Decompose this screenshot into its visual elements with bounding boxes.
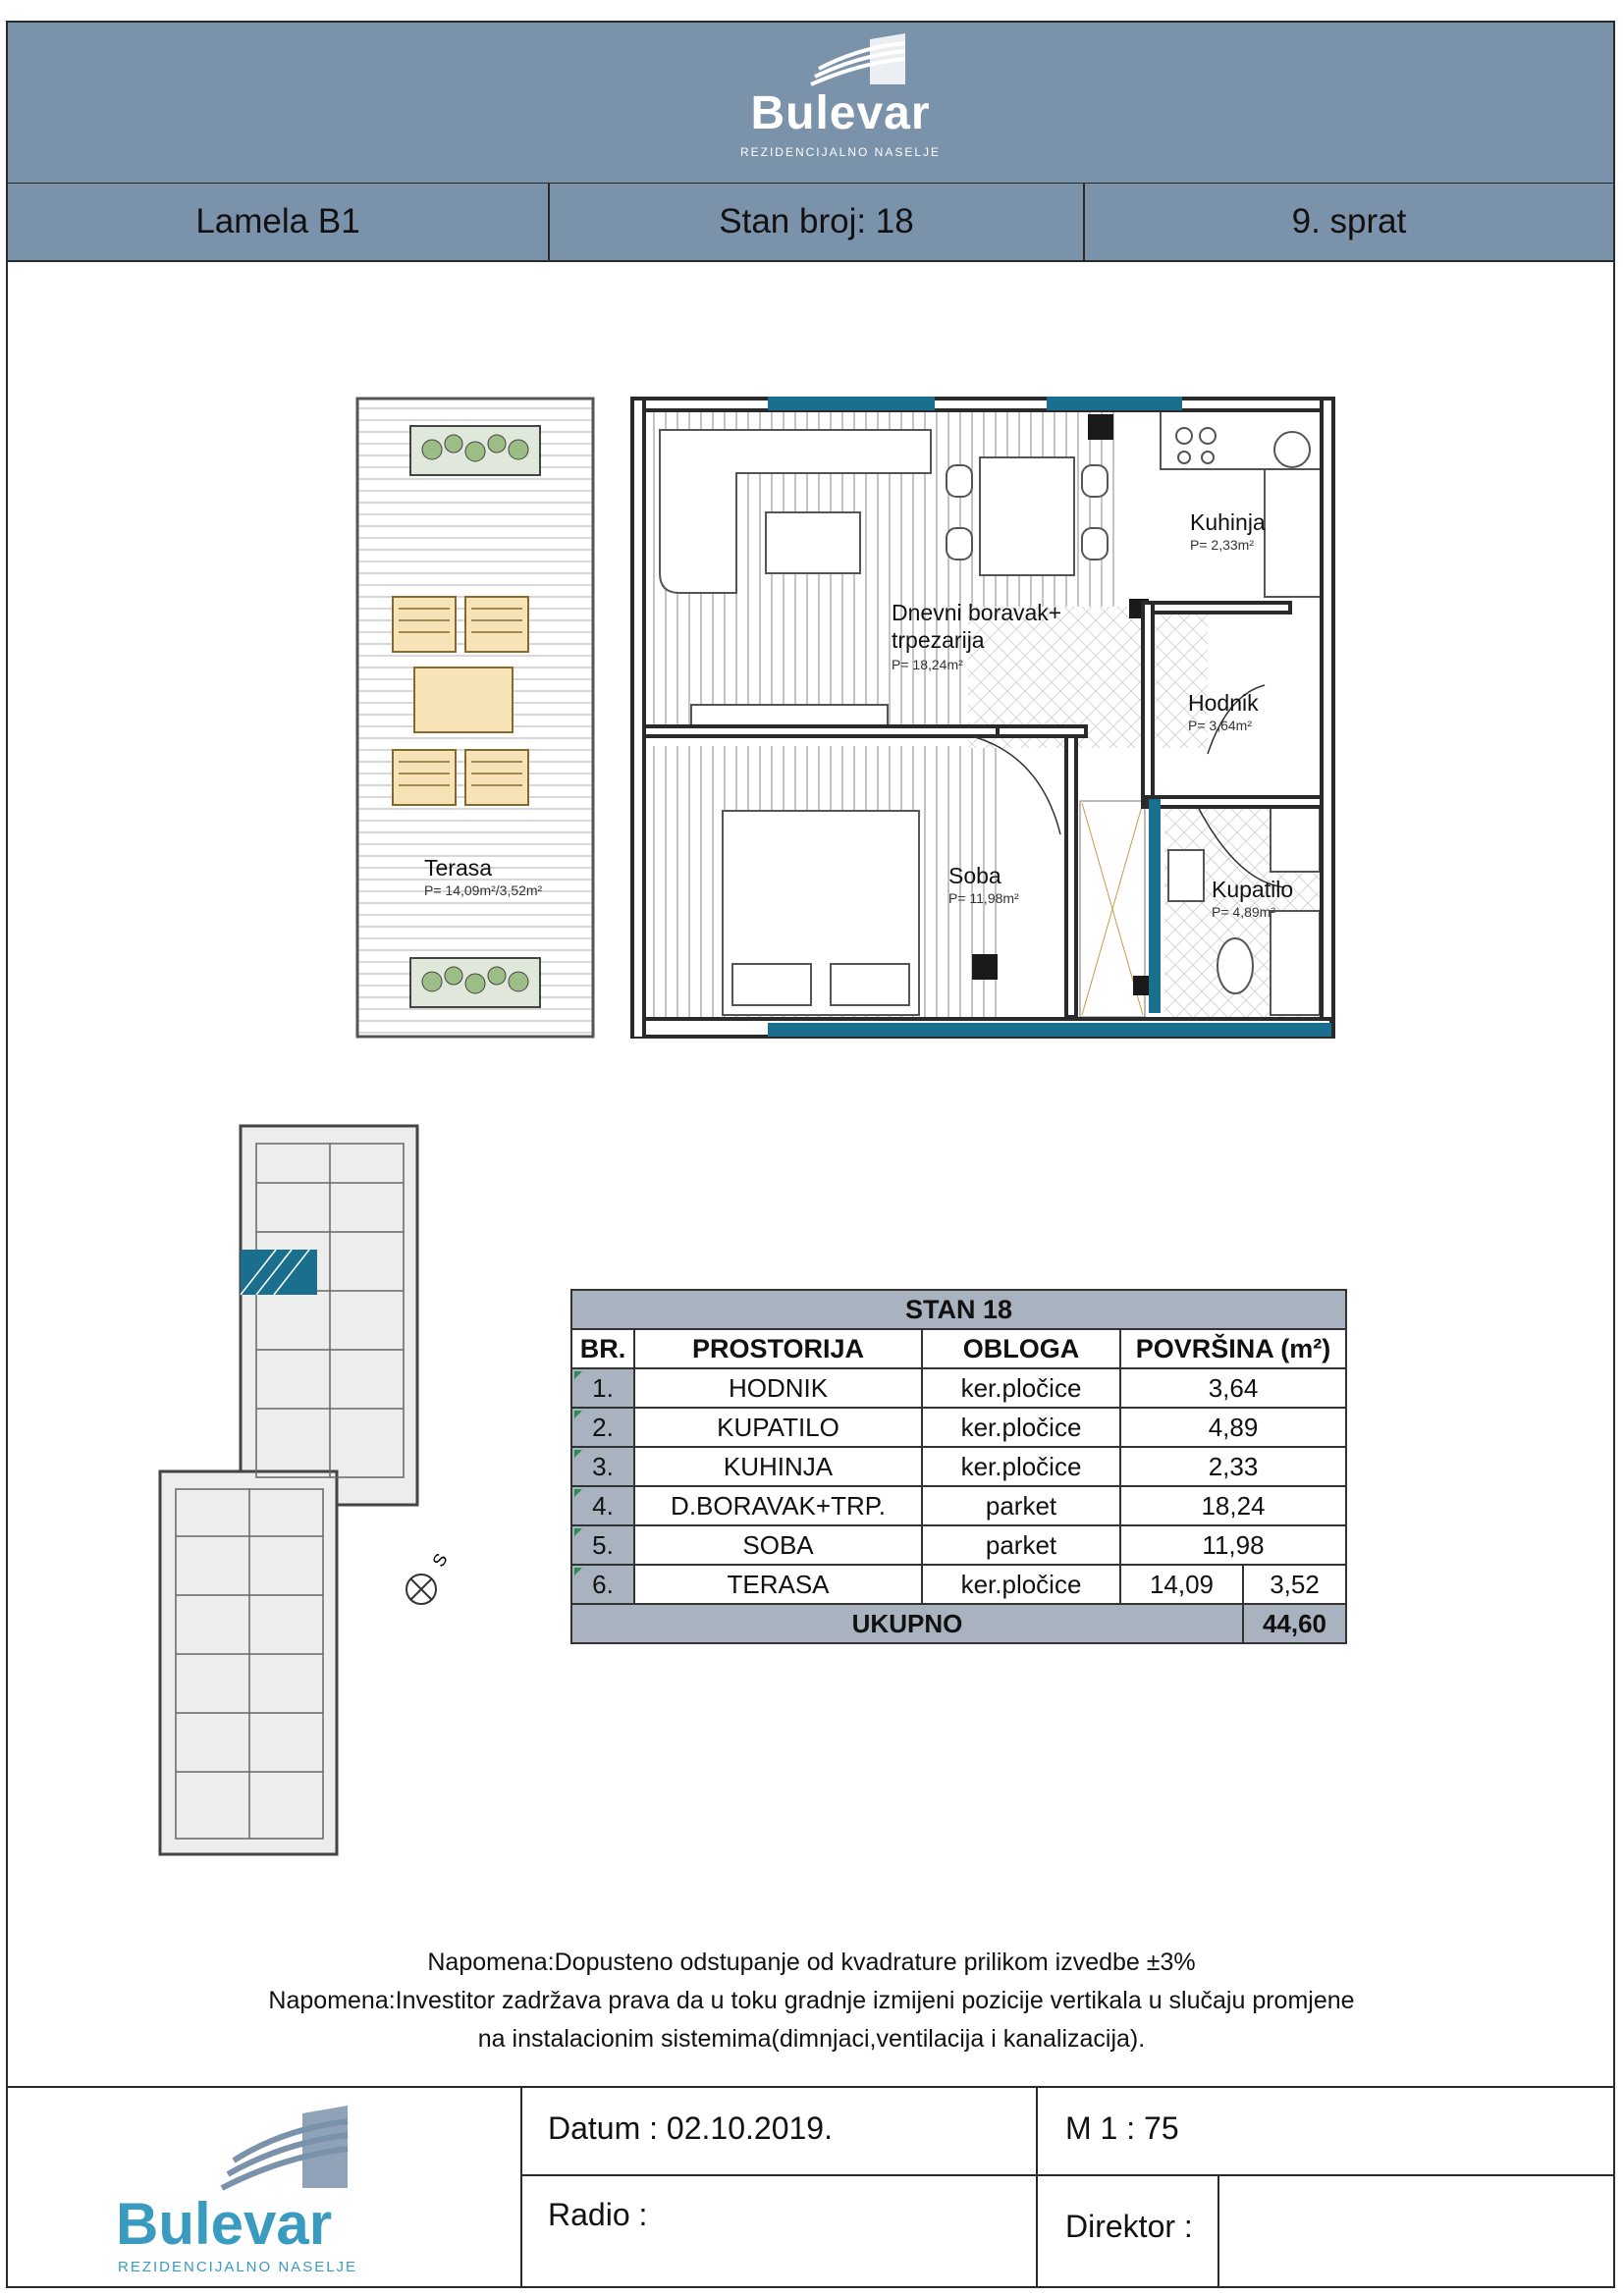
room-label-bedroom: Soba [948, 863, 1001, 888]
room-label-living-2: trpezarija [892, 627, 985, 653]
table-total-row [571, 1604, 1346, 1643]
notes [0, 1944, 1623, 2058]
table-row [571, 1408, 1346, 1447]
row-number: 2. [571, 1408, 634, 1447]
row-room: HODNIK [634, 1368, 922, 1408]
brand-name: Bulevar [116, 2191, 333, 2257]
row-finish: parket [922, 1525, 1120, 1565]
room-area-kitchen: P= 2,33m² [1190, 537, 1254, 553]
brand-subtitle: REZIDENCIJALNO NASELJE [739, 145, 942, 159]
room-label-hallway: Hodnik [1188, 690, 1259, 716]
director-label: Direktor : [1065, 2209, 1193, 2244]
col-header-room: PROSTORIJA [634, 1329, 922, 1368]
brand-logo [713, 26, 968, 168]
row-number: 6. [571, 1565, 634, 1604]
apartment-number: Stan broj: 18 [719, 202, 914, 240]
area-table [570, 1289, 1347, 1644]
col-header-br: BR. [571, 1329, 634, 1368]
lamela-label: Lamela B1 [195, 202, 360, 240]
note-line: Napomena:Dopusteno odstupanje od kvadrature prilikom izvedbe ±3% [427, 1949, 1196, 1976]
divider [520, 2174, 1613, 2176]
compass-icon [406, 1575, 436, 1604]
room-area-bedroom: P= 11,98m² [948, 890, 1019, 906]
row-number: 4. [571, 1486, 634, 1525]
row-area: 3,64 [1120, 1368, 1346, 1408]
building-logo-icon [713, 26, 968, 94]
building-logo-icon [116, 2096, 401, 2194]
brand-name: Bulevar [750, 87, 931, 139]
table-row [571, 1447, 1346, 1486]
table-row [571, 1368, 1346, 1408]
row-room: D.BORAVAK+TRP. [634, 1486, 922, 1525]
row-finish: ker.pločice [922, 1368, 1120, 1408]
floor-label: 9. sprat [1291, 202, 1407, 240]
building-key-plan [158, 1124, 472, 1870]
scale-label: M 1 : 75 [1065, 2110, 1179, 2146]
room-label-bathroom: Kupatilo [1212, 877, 1294, 902]
divider [1217, 2174, 1219, 2286]
note-line: Napomena:Investitor zadržava prava da u toku gradnje izmijeni pozicije vertikala u slučaju promjene [268, 1987, 1355, 2014]
room-area-terrace: P= 14,09m²/3,52m² [424, 882, 543, 898]
row-area-reduced: 3,52 [1243, 1565, 1346, 1604]
brand-subtitle: REZIDENCIJALNO NASELJE [118, 2259, 358, 2275]
building-outline [160, 1126, 417, 1854]
footer-logo [116, 2096, 401, 2277]
row-room: KUHINJA [634, 1447, 922, 1486]
room-area-hallway: P= 3,64m² [1188, 718, 1252, 733]
row-finish: parket [922, 1486, 1120, 1525]
row-room: KUPATILO [634, 1408, 922, 1447]
row-area: 11,98 [1120, 1525, 1346, 1565]
row-room: SOBA [634, 1525, 922, 1565]
info-row [8, 184, 1613, 262]
room-label-living: Dnevni boravak+ [892, 600, 1062, 625]
row-area: 2,33 [1120, 1447, 1346, 1486]
room-label-kitchen: Kuhinja [1190, 509, 1266, 535]
total-value: 44,60 [1243, 1604, 1346, 1643]
row-number: 5. [571, 1525, 634, 1565]
total-label: UKUPNO [571, 1604, 1243, 1643]
col-header-finish: OBLOGA [922, 1329, 1120, 1368]
row-area: 18,24 [1120, 1486, 1346, 1525]
divider [1036, 2086, 1038, 2286]
room-area-living: P= 18,24m² [892, 657, 963, 672]
table-row [571, 1486, 1346, 1525]
bed [723, 811, 919, 1015]
table-title: STAN 18 [571, 1290, 1346, 1329]
floor-plan [353, 391, 1424, 1039]
row-room: TERASA [634, 1565, 922, 1604]
row-finish: ker.pločice [922, 1408, 1120, 1447]
table-row [571, 1565, 1346, 1604]
row-finish: ker.pločice [922, 1447, 1120, 1486]
table-row [571, 1525, 1346, 1565]
room-label-terrace: Terasa [424, 855, 493, 881]
col-header-area: POVRŠINA (m²) [1120, 1329, 1346, 1368]
room-area-bathroom: P= 4,89m² [1212, 904, 1275, 920]
row-area: 4,89 [1120, 1408, 1346, 1447]
row-number: 1. [571, 1368, 634, 1408]
drawn-by-label: Radio : [548, 2197, 648, 2232]
row-area: 14,09 [1120, 1565, 1243, 1604]
compass-label: S [428, 1550, 452, 1571]
date-label: Datum : 02.10.2019. [548, 2110, 833, 2146]
row-number: 3. [571, 1447, 634, 1486]
divider [520, 2086, 522, 2286]
note-line: na instalacionim sistemima(dimnjaci,ventilacija i kanalizacija). [477, 2025, 1146, 2053]
row-finish: ker.pločice [922, 1565, 1120, 1604]
